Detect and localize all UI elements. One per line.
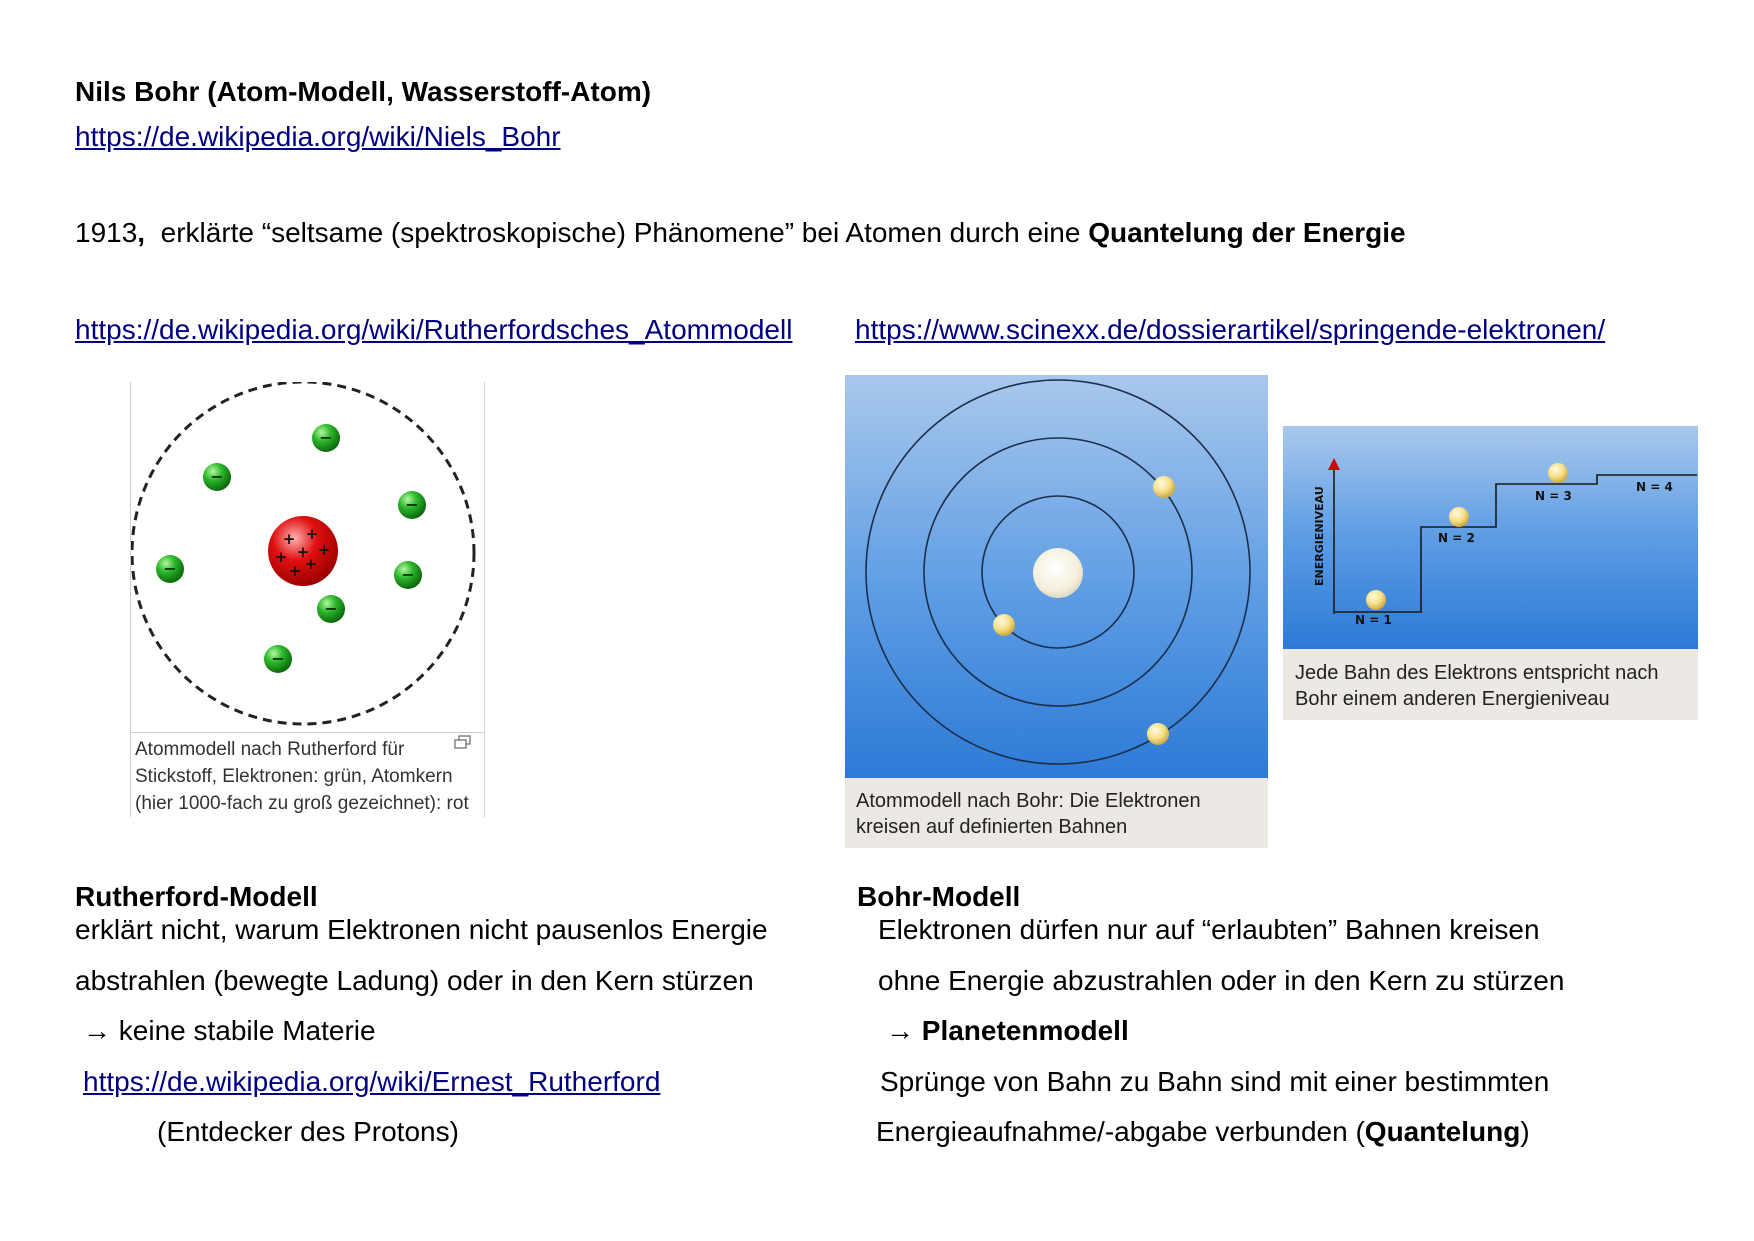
arrow-right-icon: →: [83, 1015, 111, 1046]
link-scinexx[interactable]: https://www.scinexx.de/dossierartikel/springende-elektronen/: [855, 314, 1606, 345]
rutherford-conclusion: [83, 1014, 376, 1048]
bohr-line-1: Elektronen dürfen nur auf “erlaubten” Bahnen kreisen: [878, 914, 1540, 945]
level-label: N = 3: [1535, 489, 1572, 503]
energy-level-diagram: [1283, 426, 1698, 649]
electron-sign: −: [163, 559, 177, 578]
electron-sign: −: [319, 428, 333, 447]
rutherford-caption: [135, 736, 469, 817]
electron-sign: −: [405, 495, 419, 514]
bohr-electron: [993, 614, 1015, 636]
proton-sign: +: [282, 530, 296, 548]
energy-caption: [1295, 660, 1659, 712]
level-electron: [1366, 590, 1386, 610]
bohr-conclusion: [886, 1014, 1129, 1048]
link-rutherford-model[interactable]: https://de.wikipedia.org/wiki/Rutherfordsches_Atommodell: [75, 314, 793, 345]
bohr-line-5-post: ): [1520, 1116, 1530, 1147]
energy-caption-box: [1283, 649, 1698, 720]
bohr-caption: [856, 788, 1201, 840]
rutherford-atom-diagram: [131, 382, 484, 732]
arrow-right-icon: →: [886, 1015, 914, 1046]
level-electron: [1548, 463, 1568, 483]
level-label: N = 2: [1438, 531, 1475, 545]
bohr-atom-diagram: [845, 375, 1268, 778]
bohr-figure: [845, 375, 1268, 848]
rutherford-figure: [130, 382, 485, 817]
bohr-line-5-pre: Energieaufnahme/-abgabe verbunden (: [876, 1116, 1365, 1147]
level-electron: [1449, 507, 1469, 527]
caption-line: (hier 1000-fach zu groß gezeichnet): rot: [135, 793, 469, 814]
nucleus: [268, 516, 338, 586]
bohr-heading: Bohr-Modell: [857, 881, 1021, 912]
rutherford-line-3: keine stabile Materie: [111, 1015, 376, 1046]
proton-sign: +: [305, 525, 319, 543]
proton-sign: +: [296, 543, 310, 561]
intro-paragraph: [75, 216, 1406, 250]
rutherford-heading: Rutherford-Modell: [75, 881, 318, 912]
proton-sign: +: [288, 562, 302, 580]
caption-line: kreisen auf definierten Bahnen: [856, 816, 1128, 838]
intro-bold: Quantelung der Energie: [1088, 217, 1406, 248]
caption-line: Atommodell nach Rutherford für: [135, 739, 405, 760]
bohr-line-3: Planetenmodell: [914, 1015, 1129, 1046]
bohr-nucleus: [1033, 548, 1083, 598]
bohr-line-5-bold: Quantelung: [1364, 1116, 1521, 1147]
intro-text: erklärte “seltsame (spektroskopische) Phänomene” bei Atomen durch eine: [160, 217, 1089, 248]
bohr-line-2: ohne Energie abzustrahlen oder in den Kern zu stürzen: [878, 965, 1565, 996]
bohr-electron: [1153, 476, 1175, 498]
rutherford-line-1: erklärt nicht, warum Elektronen nicht pausenlos Energie: [75, 914, 768, 945]
rutherford-note: (Entdecker des Protons): [157, 1116, 459, 1147]
bohr-electron: [1147, 723, 1169, 745]
rutherford-line-2: abstrahlen (bewegte Ladung) oder in den Kern stürzen: [75, 965, 754, 996]
link-niels-bohr[interactable]: https://de.wikipedia.org/wiki/Niels_Bohr: [75, 121, 561, 152]
proton-sign: +: [304, 555, 318, 573]
intro-year: 1913: [75, 217, 138, 248]
bohr-line-4: Sprünge von Bahn zu Bahn sind mit einer bestimmten: [880, 1066, 1550, 1097]
proton-sign: +: [317, 541, 331, 559]
bohr-line-5: [876, 1115, 1530, 1149]
link-ernest-rutherford[interactable]: https://de.wikipedia.org/wiki/Ernest_Rutherford: [83, 1066, 661, 1097]
electron-sign: −: [210, 467, 224, 486]
caption-line: Jede Bahn des Elektrons entspricht nach: [1295, 662, 1659, 684]
proton-sign: +: [274, 548, 288, 566]
level-label: N = 4: [1636, 480, 1673, 494]
caption-line: Atommodell nach Bohr: Die Elektronen: [856, 790, 1201, 812]
energy-background: [1283, 426, 1698, 649]
energy-axis-label: ENERGIENIVEAU: [1313, 486, 1326, 586]
rutherford-caption-divider: [131, 732, 484, 733]
electron-sign: −: [271, 649, 285, 668]
intro-comma: ,: [137, 217, 146, 248]
level-label: N = 1: [1355, 613, 1392, 627]
electron-sign: −: [401, 565, 415, 584]
bohr-caption-box: [845, 778, 1268, 848]
caption-line: Bohr einem anderen Energieniveau: [1295, 688, 1610, 710]
electron-sign: −: [324, 599, 338, 618]
page-title: Nils Bohr (Atom-Modell, Wasserstoff-Atom): [75, 76, 652, 107]
caption-line: Stickstoff, Elektronen: grün, Atomkern: [135, 766, 453, 787]
energy-level-figure: [1283, 426, 1698, 720]
